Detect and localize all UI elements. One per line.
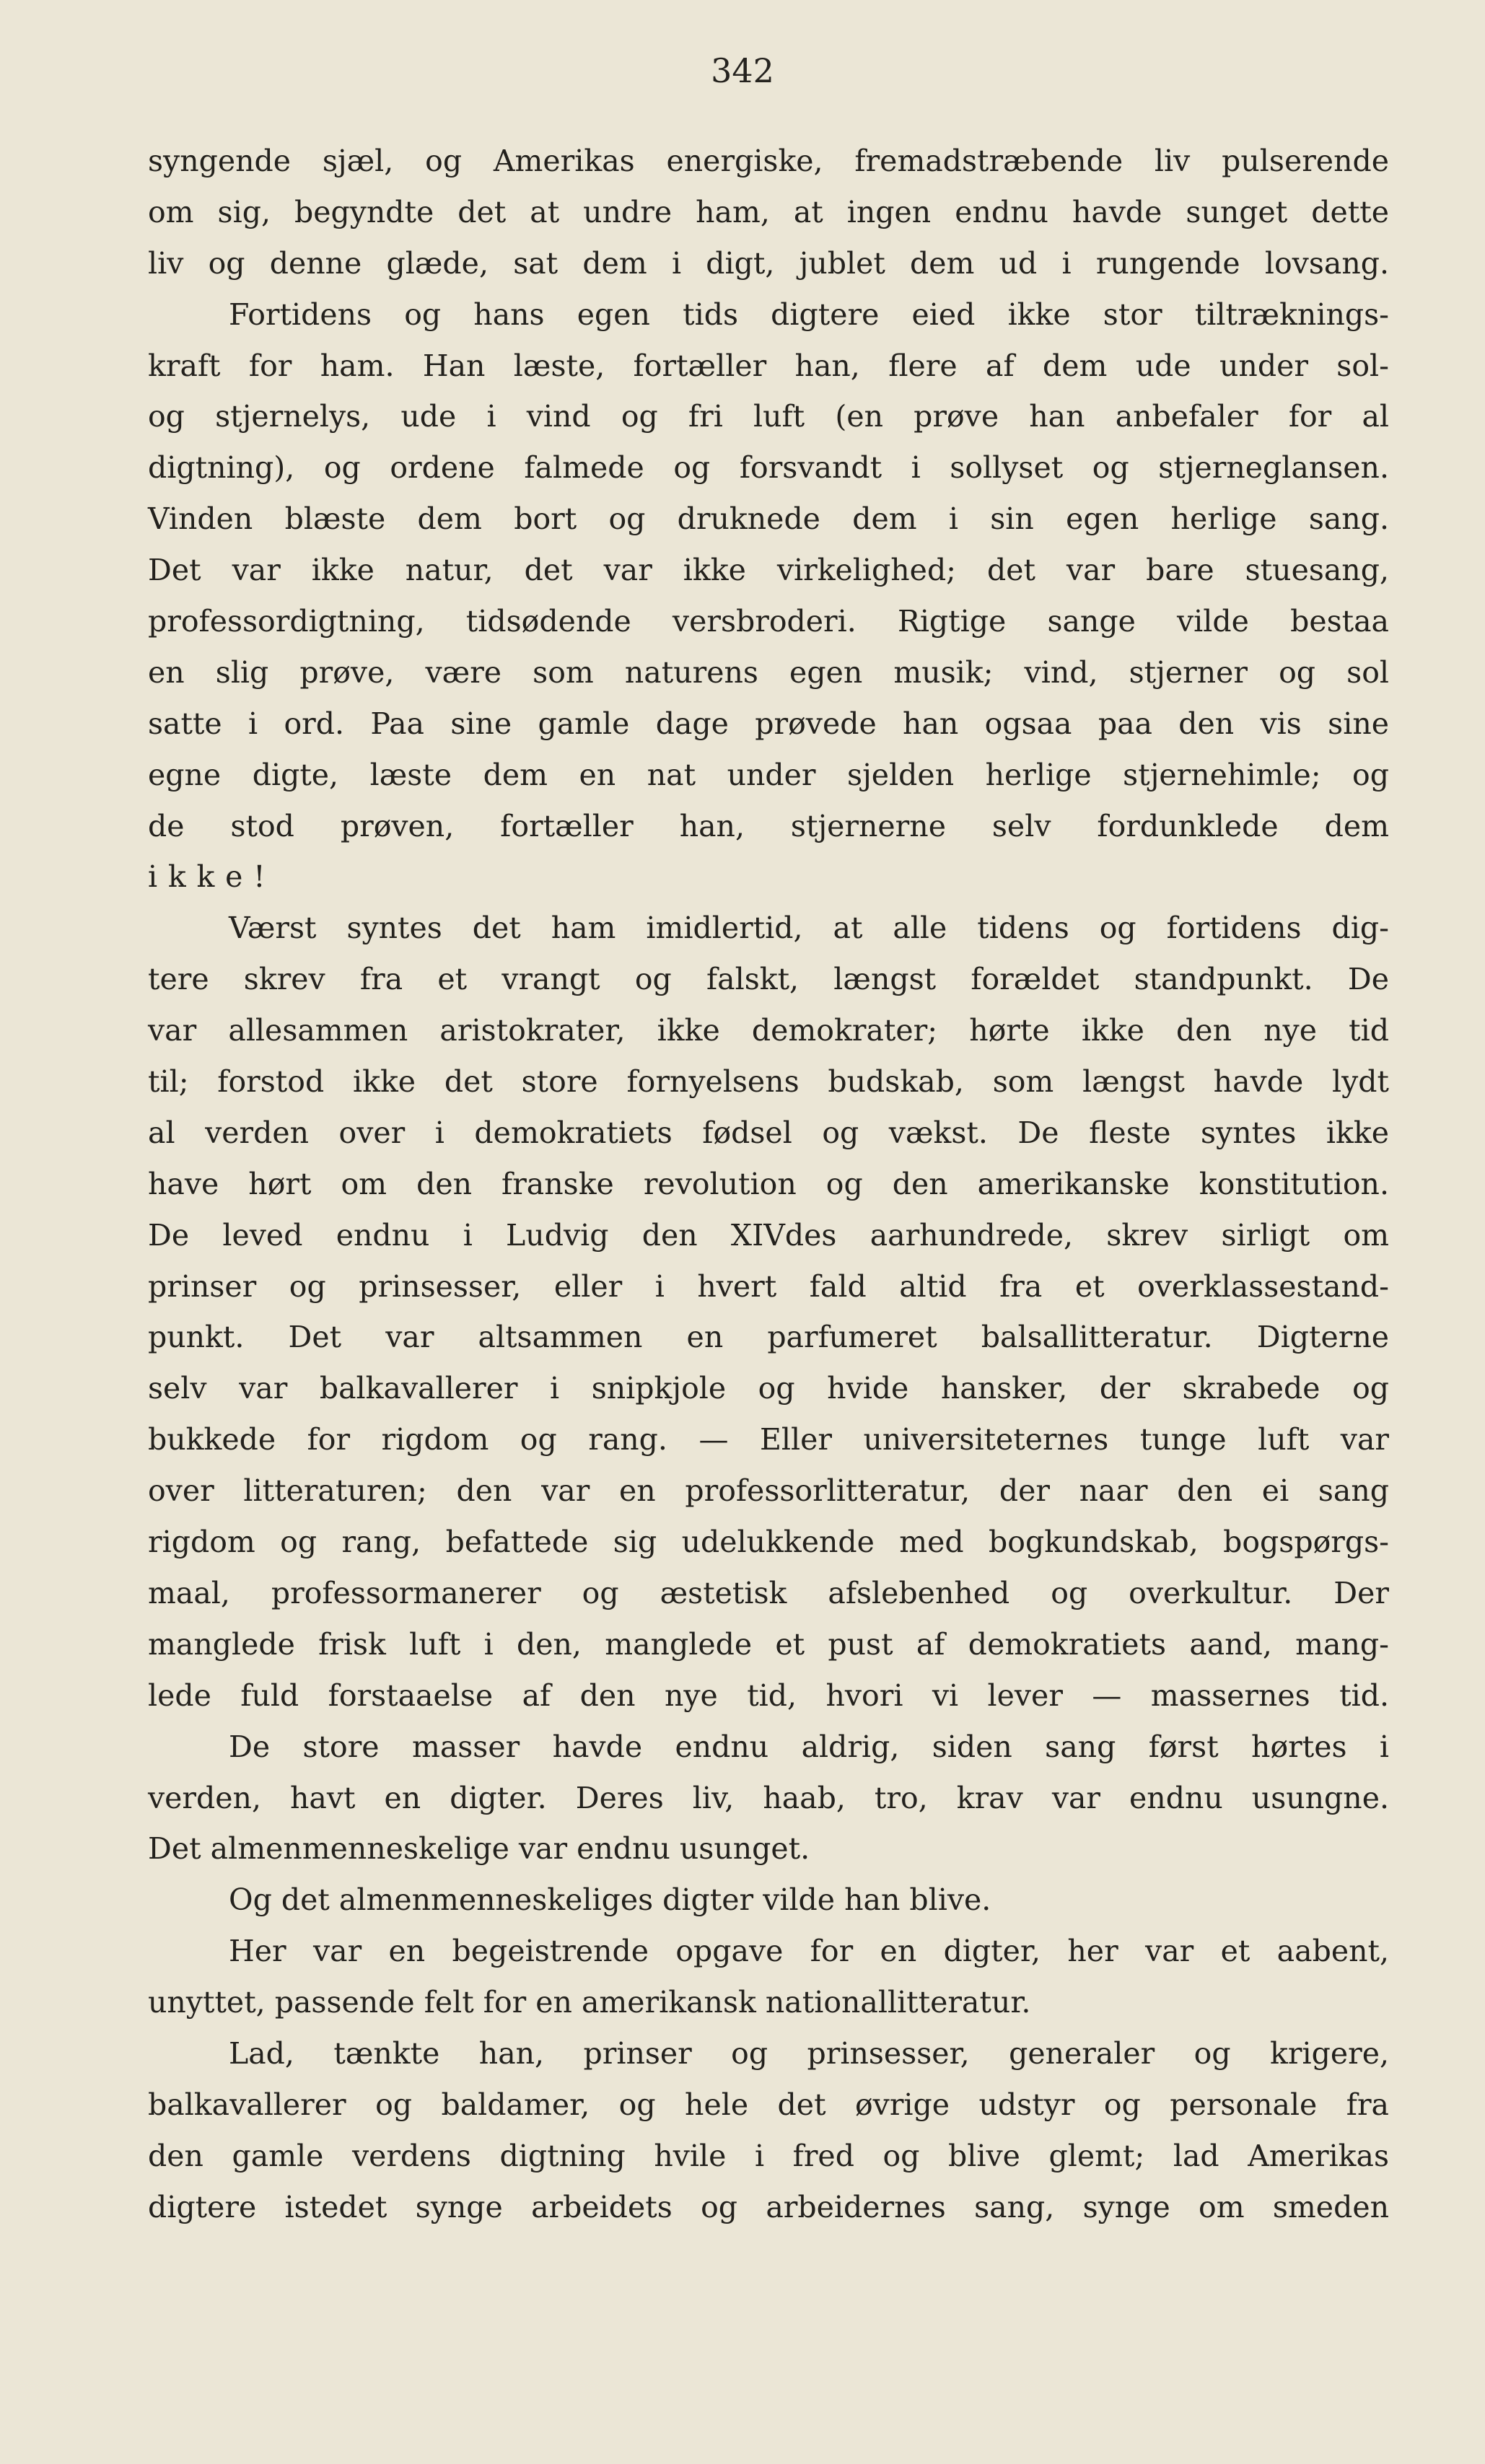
body-text — [148, 136, 1389, 2233]
text-line: Og det almenmenneskeliges digter vilde han blive. — [229, 1882, 991, 1918]
text-line: tere skrev fra et vrangt og falskt, længst forældet standpunkt. De — [148, 962, 1389, 997]
text-line: Værst syntes det ham imidlertid, at alle tidens og fortidens dig- — [229, 911, 1389, 946]
text-line: syngende sjæl, og Amerikas energiske, fremadstræbende liv pulserende — [148, 144, 1389, 178]
paragraph — [148, 2028, 1389, 2233]
text-line: Det var ikke natur, det var ikke virkelighed; det var bare stuesang, — [148, 553, 1389, 588]
text-line: over litteraturen; den var en professorlitteratur, der naar den ei sang — [148, 1473, 1389, 1509]
text-line: Her var en begeistrende opgave for en digter, her var et aabent, — [229, 1934, 1389, 1969]
text-line: til; forstod ikke det store fornyelsens budskab, som længst havde lydt — [148, 1064, 1389, 1100]
text-line: manglede frisk luft i den, manglede et pust af demokratiets aand, mang- — [148, 1626, 1389, 1662]
text-line: maal, professormanerer og æstetisk afslebenhed og overkultur. Der — [148, 1575, 1389, 1610]
text-line: De leved endnu i Ludvig den XIVdes aarhundrede, skrev sirligt om — [148, 1217, 1389, 1253]
text-line: Det almenmenneskelige var endnu usunget. — [148, 1831, 810, 1867]
text-line: Vinden blæste dem bort og druknede dem i sin egen herlige sang. — [148, 501, 1389, 537]
paragraph — [148, 136, 1389, 289]
text-line: om sig, begyndte det at undre ham, at ingen endnu havde sunget dette — [148, 194, 1389, 229]
paragraph — [148, 1875, 1389, 1926]
text-line: bukkede for rigdom og rang. — Eller universiteternes tunge luft var — [148, 1422, 1389, 1457]
text-line: digtning), og ordene falmede og forsvandt i sollyset og stjerneglansen. — [148, 450, 1389, 486]
text-line: var allesammen aristokrater, ikke demokrater; hørte ikke den nye tid — [148, 1013, 1389, 1048]
text-line: prinser og prinsesser, eller i hvert fald altid fra et overklassestand- — [148, 1268, 1389, 1304]
paragraph — [148, 1926, 1389, 2028]
text-line: al verden over i demokratiets fødsel og vækst. De fleste syntes ikke — [148, 1115, 1389, 1150]
text-line: balkavallerer og baldamer, og hele det øvrige udstyr og personale fra — [148, 2087, 1389, 2122]
text-line: en slig prøve, være som naturens egen musik; vind, stjerner og sol — [148, 654, 1389, 690]
text-line: ikke! — [148, 859, 276, 895]
text-line: verden, havt en digter. Deres liv, haab, tro, krav var endnu usungne. — [148, 1780, 1389, 1815]
text-line: selv var balkavallerer i snipkjole og hvide hansker, der skrabede og — [148, 1371, 1389, 1406]
text-line: og stjernelys, ude i vind og fri luft (en prøve han anbefaler for al — [148, 399, 1389, 434]
text-line: kraft for ham. Han læste, fortæller han, flere af dem ude under sol- — [148, 348, 1389, 383]
text-line: den gamle verdens digtning hvile i fred og blive glemt; lad Amerikas — [148, 2138, 1389, 2173]
text-line: have hørt om den franske revolution og den amerikanske konstitution. — [148, 1166, 1389, 1201]
text-line: satte i ord. Paa sine gamle dage prøvede han ogsaa paa den vis sine — [148, 706, 1389, 741]
text-line: unyttet, passende felt for en amerikansk nationallitteratur. — [148, 1985, 1031, 2020]
text-line: Fortidens og hans egen tids digtere eied ikke stor tiltræknings- — [229, 297, 1389, 332]
page-number: 342 — [711, 51, 774, 90]
text-line: Lad, tænkte han, prinser og prinsesser, generaler og krigere, — [229, 2035, 1389, 2071]
text-line: De store masser havde endnu aldrig, siden sang først hørtes i — [229, 1729, 1389, 1764]
text-line: punkt. Det var altsammen en parfumeret balsallitteratur. Digterne — [148, 1320, 1389, 1355]
text-line: lede fuld forstaaelse af den nye tid, hvori vi lever — massernes tid. — [148, 1678, 1389, 1713]
text-line: rigdom og rang, befattede sig udelukkende med bogkundskab, bogspørgs- — [148, 1525, 1389, 1560]
paragraph — [148, 289, 1389, 903]
paragraph — [148, 1722, 1389, 1875]
text-line: professordigtning, tidsødende versbroderi. Rigtige sange vilde bestaa — [148, 604, 1389, 639]
paragraph — [148, 903, 1389, 1721]
text-line: de stod prøven, fortæller han, stjernerne selv fordunklede dem — [148, 808, 1389, 843]
text-line: egne digte, læste dem en nat under sjelden herlige stjernehimle; og — [148, 757, 1389, 792]
text-line: digtere istedet synge arbeidets og arbeidernes sang, synge om smeden — [148, 2189, 1389, 2224]
text-line: liv og denne glæde, sat dem i digt, jublet dem ud i rungende lovsang. — [148, 245, 1389, 281]
